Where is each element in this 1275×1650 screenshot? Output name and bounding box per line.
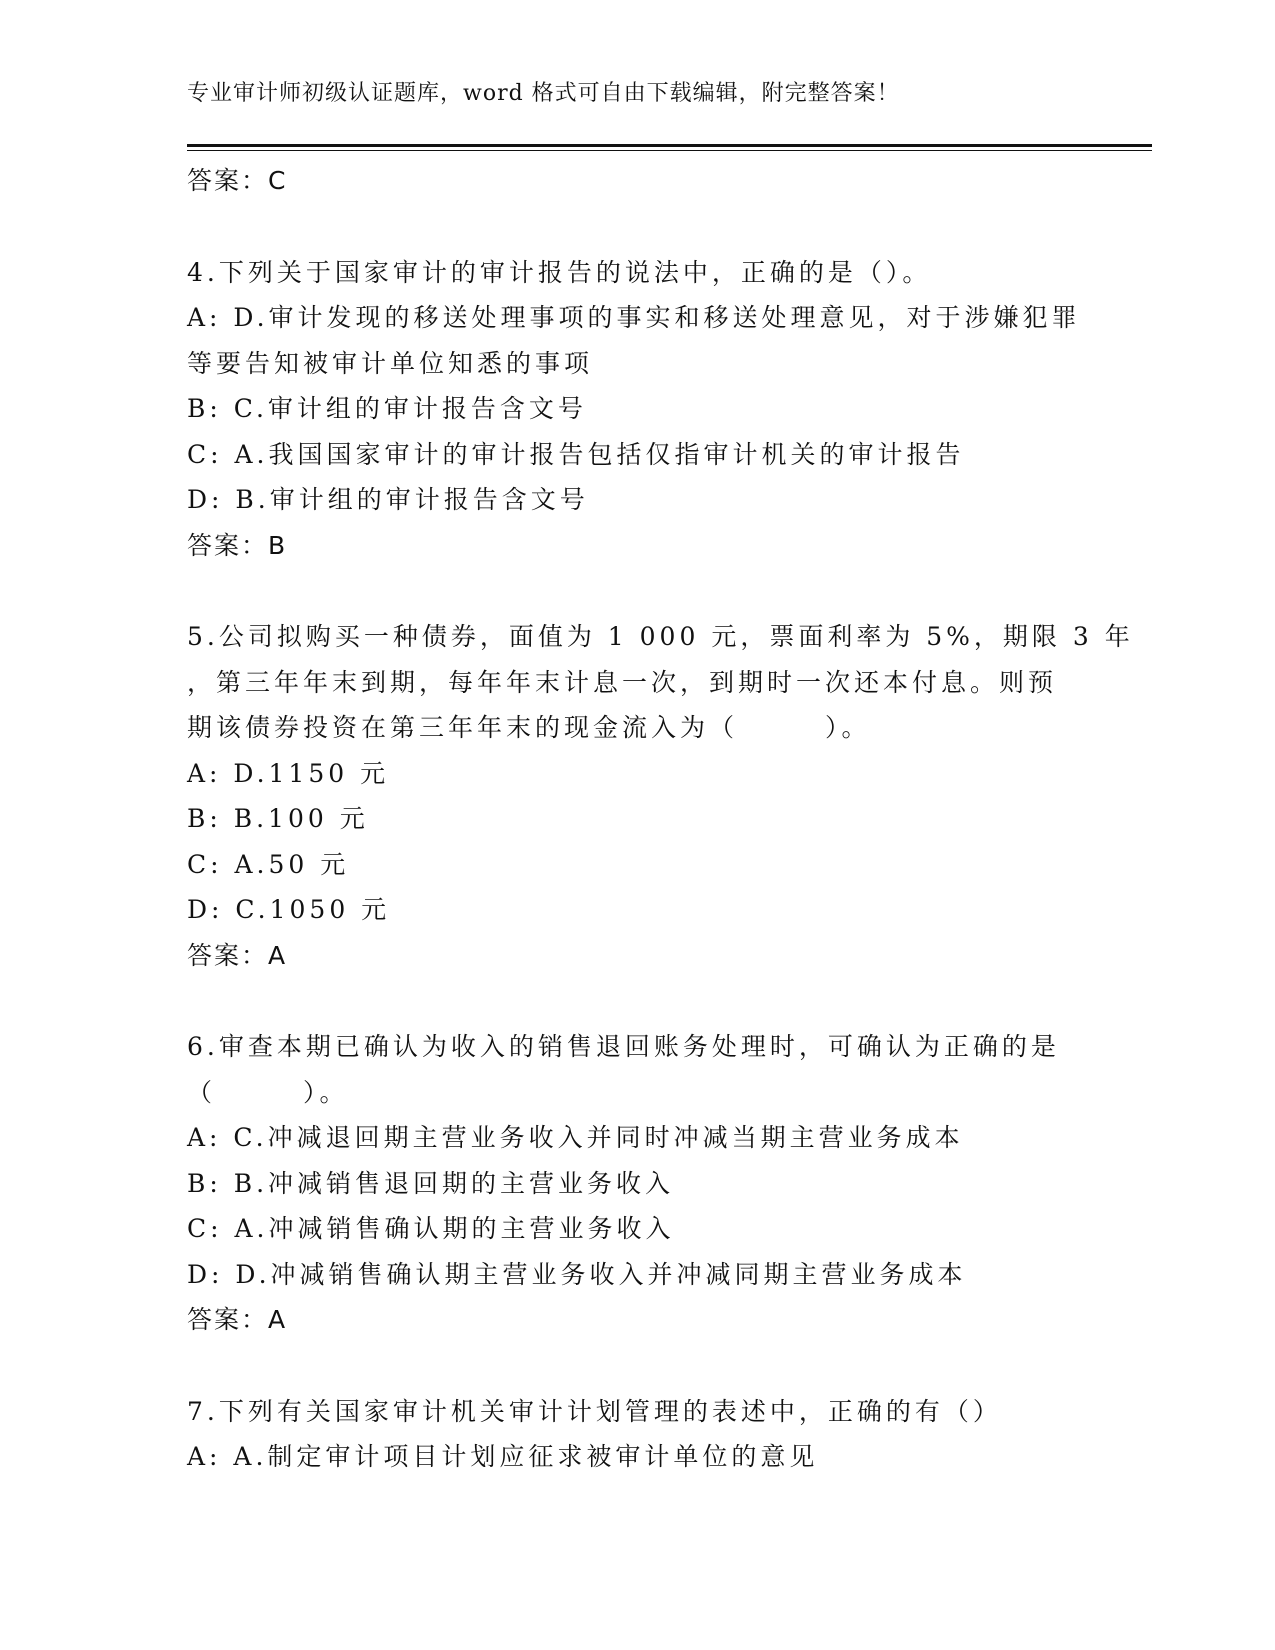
option-line: A: D.1150 元 (187, 758, 390, 788)
header-rule-thick (187, 144, 1152, 147)
question-stem-line: 6.审查本期已确认为收入的销售退回账务处理时，可确认为正确的是 (187, 1032, 1060, 1061)
question-stem-line: ，第三年年末到期，每年年末计息一次，到期时一次还本付息。则预 (187, 667, 1058, 697)
option-line: A: C.冲减退回期主营业务收入并同时冲减当期主营业务成本 (187, 1123, 964, 1152)
question-stem-line: （ ）。 (187, 1077, 349, 1107)
question-stem-line: 期该债券投资在第三年年末的现金流入为（ ）。 (187, 713, 871, 742)
option-line: C: A.我国国家审计的审计报告包括仅指审计机关的审计报告 (187, 439, 965, 469)
question-stem-line: 7.下列有关国家审计机关审计计划管理的表述中，正确的有（） (187, 1396, 1002, 1426)
option-line: B: B.100 元 (187, 804, 369, 833)
question-stem-line: 4.下列关于国家审计的审计报告的说法中，正确的是（）。 (187, 257, 932, 287)
option-line: C: A.50 元 (187, 849, 350, 879)
question-content (187, 158, 1134, 1480)
question-block (187, 614, 1134, 978)
option-line: A: D.审计发现的移送处理事项的事实和移送处理意见，对于涉嫌犯罪 (187, 303, 1081, 332)
option-line: 等要告知被审计单位知悉的事项 (187, 348, 594, 378)
option-line: D: B.审计组的审计报告含文号 (187, 485, 589, 514)
question-block (187, 1024, 1087, 1343)
option-line: B: B.冲减销售退回期的主营业务收入 (187, 1168, 675, 1198)
option-line: A: A.制定审计项目计划应征求被审计单位的意见 (187, 1442, 819, 1471)
header-rule-thin (187, 150, 1152, 151)
option-line: D: D.冲减销售确认期主营业务收入并冲减同期主营业务成本 (187, 1259, 967, 1289)
option-line: B: C.审计组的审计报告含文号 (187, 394, 587, 423)
header-note: 专业审计师初级认证题库，word 格式可自由下载编辑，附完整答案！ (187, 81, 900, 106)
question-list (187, 250, 1134, 1480)
question-stem-line: 5.公司拟购买一种债券，面值为 1 000 元，票面利率为 5%，期限 3 年 (187, 622, 1134, 651)
option-line: D: C.1050 元 (187, 895, 391, 924)
answer-line: 答案：C (187, 166, 288, 195)
answer-line: 答案：B (187, 530, 288, 560)
answer-line: 答案：A (187, 940, 288, 970)
option-line: C: A.冲减销售确认期的主营业务收入 (187, 1214, 675, 1243)
question-block (187, 250, 1087, 569)
question-block (187, 1389, 1087, 1480)
answer-line: 答案：A (187, 1305, 288, 1334)
